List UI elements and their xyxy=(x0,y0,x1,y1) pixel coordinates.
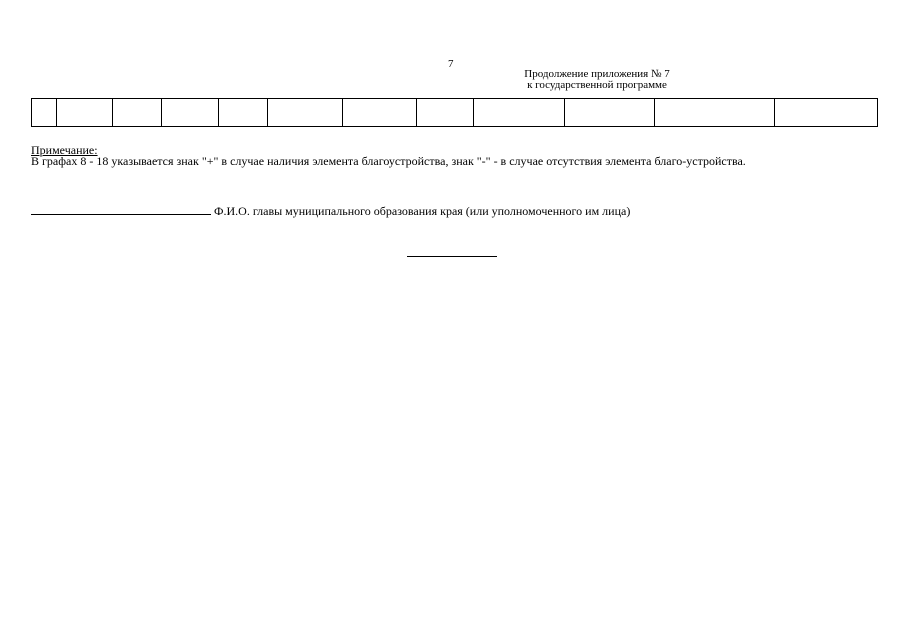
signature-caption: Ф.И.О. главы муниципального образования края (или уполномоченного им лица) xyxy=(214,204,631,218)
signature-line xyxy=(31,204,630,217)
empty-data-table xyxy=(31,98,878,127)
note-block xyxy=(31,145,877,167)
table-cell xyxy=(113,99,162,127)
page-number: 7 xyxy=(448,58,454,70)
table-cell xyxy=(417,99,474,127)
note-title: Примечание: xyxy=(31,143,98,157)
table-row xyxy=(32,99,878,127)
table-cell xyxy=(655,99,775,127)
appendix-heading-line1: Продолжение приложения № 7 xyxy=(524,68,670,80)
table-cell xyxy=(219,99,268,127)
appendix-heading xyxy=(497,69,697,91)
note-text: В графах 8 - 18 указывается знак "+" в случае наличия элемента благоустройства, знак "-" - в случае отсутствия элемента благо-устройства. xyxy=(31,154,746,168)
table-cell xyxy=(565,99,655,127)
table-cell xyxy=(162,99,219,127)
table-cell xyxy=(474,99,565,127)
table-cell xyxy=(57,99,113,127)
signature-blank xyxy=(31,204,211,215)
table-cell xyxy=(343,99,417,127)
end-divider xyxy=(407,256,497,257)
table-cell xyxy=(268,99,343,127)
table-cell xyxy=(32,99,57,127)
table-cell xyxy=(775,99,878,127)
appendix-heading-line2: к государственной программе xyxy=(527,79,667,91)
